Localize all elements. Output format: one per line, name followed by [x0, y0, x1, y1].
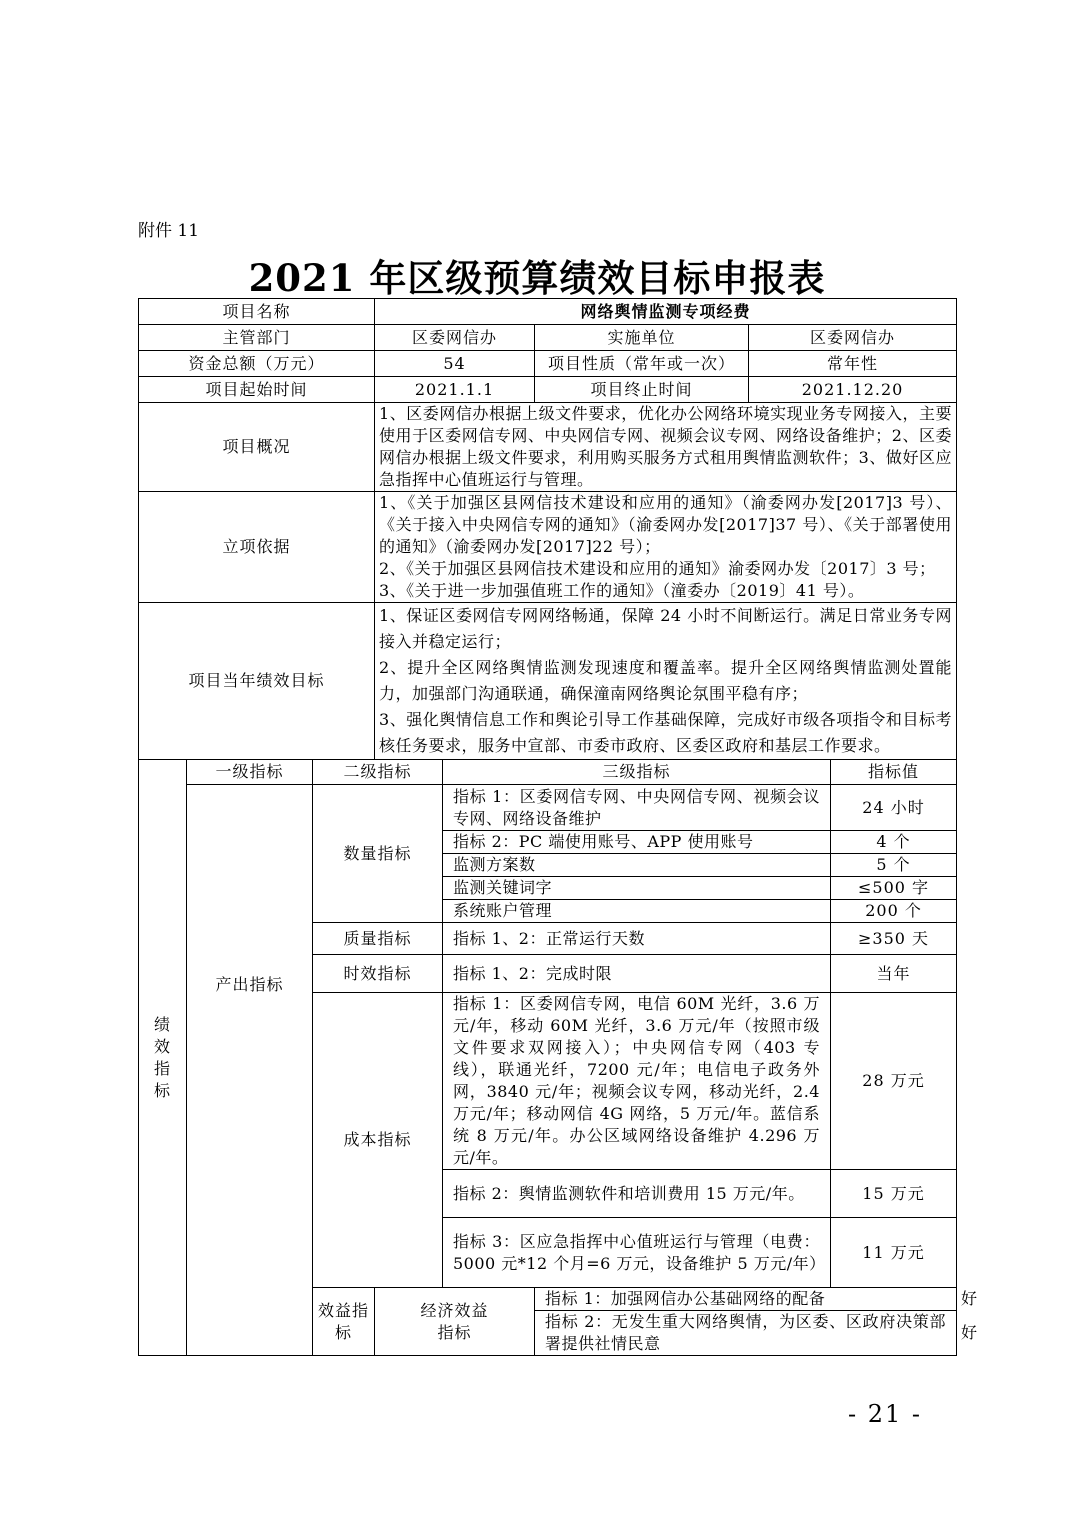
- goal-line: 2、提升全区网络舆情监测发现速度和覆盖率。提升全区网络舆情监测处置能力，加强部门沟通联通，确保潼南网络舆论氛围平稳有序；: [379, 658, 953, 703]
- page-number: - 21 -: [848, 1400, 923, 1428]
- cost-value: 11 万元: [831, 1218, 957, 1288]
- end-value: 2021.12.20: [749, 377, 957, 403]
- quantity-value: 200 个: [831, 900, 957, 923]
- timeliness-item: 指标 1、2：完成时限: [443, 955, 831, 993]
- nature-label: 项目性质（常年或一次）: [535, 351, 749, 377]
- goal-label: 项目当年绩效目标: [139, 603, 375, 760]
- perf-group-label: 绩效指标: [139, 760, 187, 1356]
- nature-value: 常年性: [749, 351, 957, 377]
- goal-line: 3、强化舆情信息工作和舆论引导工作基础保障，完成好市级各项指令和目标考核任务要求，服务中宣部、市委市政府、区委区政府和基层工作要求。: [379, 710, 953, 755]
- quantity-item: 系统账户管理: [443, 900, 831, 923]
- project-name-label: 项目名称: [139, 299, 375, 325]
- quantity-item: 指标 2：PC 端使用账号、APP 使用账号: [443, 831, 831, 854]
- quantity-item: 监测方案数: [443, 854, 831, 877]
- cost-item: 指标 1：区委网信专网，电信 60M 光纤，3.6 万元/年，移动 60M 光纤，3.6 万元/年（按照市级文件要求双网接入）；中央网信专网（403 专线），联通光纤，7200 元/年；电信电子政务外网，3840 元/年；视频会议专网，移动光纤，2.4 万元/年；移动网信 4G 网络，5 万元/年。蓝信系统 8 万元/年。办公区域网络设备维护 4.296 万元/年。: [443, 993, 831, 1170]
- quality-label: 质量指标: [313, 923, 443, 955]
- funds-label: 资金总额（万元）: [139, 351, 375, 377]
- timeliness-value: 当年: [831, 955, 957, 993]
- start-label: 项目起始时间: [139, 377, 375, 403]
- economic-item: 指标 1：加强网信办公基础网络的配备: [535, 1288, 957, 1311]
- cost-label: 成本指标: [313, 993, 443, 1288]
- overview-label: 项目概况: [139, 403, 375, 492]
- quality-item: 指标 1、2：正常运行天数: [443, 923, 831, 955]
- basis-label: 立项依据: [139, 492, 375, 603]
- quantity-label: 数量指标: [313, 785, 443, 923]
- quantity-value: 5 个: [831, 854, 957, 877]
- cost-item: 指标 3：区应急指挥中心值班运行与管理（电费：5000 元*12 个月=6 万元，设备维护 5 万元/年）: [443, 1218, 831, 1288]
- col-level3: 三级指标: [443, 760, 831, 785]
- col-value: 指标值: [831, 760, 957, 785]
- economic-item: 指标 2：无发生重大网络舆情，为区委、区政府决策部署提供社情民意: [535, 1311, 957, 1356]
- benefit-label: 效益指标: [313, 1288, 375, 1356]
- basis-text: [375, 492, 957, 603]
- cost-item: 指标 2：舆情监测软件和培训费用 15 万元/年。: [443, 1170, 831, 1218]
- budget-performance-table: 项目名称 网络舆情监测专项经费 主管部门 区委网信办 实施单位 区委网信办 资金总额（万元） 54 项目性质（常年或一次） 常年性 项目起始时间 2021.1.1 项目终止时间 2021.12.20 项目概况 1、区委网信办根据上级文件要求，优化办公网络环境实现业务专网接入，主要使用于区委网信专网、中央网信专网、视频会议专网、网络设备维护；2、区委网信办根据上级文件要求，利用购买服务方式租用舆情监测软件；3、做好区应急指挥中心值班运行与管理。 立项依据 1、《关于加强区县网信技术建设和应用的通知》（渝委网办发[2017]3 号）、《关于接入中央网信专网的通知》（渝委网办发[2017]37 号）、《关于部署使用的通知》（渝委网办发[2017]22 号）； 2、《关于加强区县网信技术建设和应用的通知》渝委网办发〔2017〕3 号； 3、《关于进一步加强值班工作的通知》（潼委办〔2019〕41 号）。 项目当年绩效目标 1、保证区委网信专网网络畅通，保障 24 小时不间断运行。满足日常业务专网接入并稳定运行； 2、提升全区网络舆情监测发现速度和覆盖率。提升全区网络舆情监测处置能力，加强部门沟通联通，确保潼南网络舆论氛围平稳有序； 3、强化舆情信息工作和舆论引导工作基础保障，完成好市级各项指令和目标考核任务要求，服务中宣部、市委市政府、区委区政府和基层工作要求。 绩效指标 一级指标 二级指标 三级指标 指标值 产出指标 数量指标 指标 1：区委网信专网、中央网信专网、视频会议专网、网络设备维护 24 小时 指标 2：PC 端使用账号、APP 使用账号 4 个 监测方案数 5 个 监测关键词字 ≤500 字 系统账户管理 200 个 质量指标 指标 1、2：正常运行天数 ≥350 天 时效指标 指标 1、2：完成时限 当年 成本指标 指标 1：区委网信专网，电信 60M 光纤，3.6 万元/年，移动 60M 光纤，3.6 万元/年（按照市级文件要求双网接入）；中央网信专网（403 专线），联通光纤，7200 元/年；电信电子政务外网，3840 元/年；视频会议专网，移动光纤，2.4 万元/年；移动网信 4G 网络，5 万元/年。蓝信系统 8 万元/年。办公区域网络设备维护 4.296 万元/年。 28 万元 指标 2：舆情监测软件和培训费用 15 万元/年。 15 万元 指标 3：区应急指挥中心值班运行与管理（电费：5000 元*12 个月=6 万元，设备维护 5 万元/年） 11 万元 效益指标 经济效益指标 指标 1：加强网信办公基础网络的配备 好 指标 2：无发生重大网络舆情，为区委、区政府决策部署提供社情民意 好: [138, 298, 957, 1356]
- col-level2: 二级指标: [313, 760, 443, 785]
- economic-label: 经济效益指标: [375, 1288, 535, 1356]
- impl-value: 区委网信办: [749, 325, 957, 351]
- quality-value: ≥350 天: [831, 923, 957, 955]
- impl-label: 实施单位: [535, 325, 749, 351]
- quantity-item: 监测关键词字: [443, 877, 831, 900]
- quantity-value: 24 小时: [831, 785, 957, 831]
- start-value: 2021.1.1: [375, 377, 535, 403]
- quantity-item: 指标 1：区委网信专网、中央网信专网、视频会议专网、网络设备维护: [443, 785, 831, 831]
- goal-line: 1、保证区委网信专网网络畅通，保障 24 小时不间断运行。满足日常业务专网接入并稳定运行；: [379, 606, 953, 651]
- quantity-value: 4 个: [831, 831, 957, 854]
- basis-line: 3、《关于进一步加强值班工作的通知》（潼委办〔2019〕41 号）。: [379, 581, 865, 600]
- project-name-value: 网络舆情监测专项经费: [375, 299, 957, 325]
- attachment-label: 附件 11: [138, 221, 200, 241]
- col-level1: 一级指标: [187, 760, 313, 785]
- output-label: 产出指标: [187, 785, 313, 1356]
- dept-label: 主管部门: [139, 325, 375, 351]
- cost-value: 28 万元: [831, 993, 957, 1170]
- end-label: 项目终止时间: [535, 377, 749, 403]
- page-title: 2021 年区级预算绩效目标申报表: [248, 256, 826, 300]
- cost-value: 15 万元: [831, 1170, 957, 1218]
- overview-text: 1、区委网信办根据上级文件要求，优化办公网络环境实现业务专网接入，主要使用于区委网信专网、中央网信专网、视频会议专网、网络设备维护；2、区委网信办根据上级文件要求，利用购买服务方式租用舆情监测软件；3、做好区应急指挥中心值班运行与管理。: [375, 403, 957, 492]
- basis-line: 2、《关于加强区县网信技术建设和应用的通知》渝委网办发〔2017〕3 号；: [379, 559, 936, 578]
- dept-value: 区委网信办: [375, 325, 535, 351]
- basis-line: 1、《关于加强区县网信技术建设和应用的通知》（渝委网办发[2017]3 号）、《关于接入中央网信专网的通知》（渝委网办发[2017]37 号）、《关于部署使用的通知》（渝委网办发[2017]22 号）；: [379, 493, 953, 556]
- timeliness-label: 时效指标: [313, 955, 443, 993]
- quantity-value: ≤500 字: [831, 877, 957, 900]
- goal-text: [375, 603, 957, 760]
- funds-value: 54: [375, 351, 535, 377]
